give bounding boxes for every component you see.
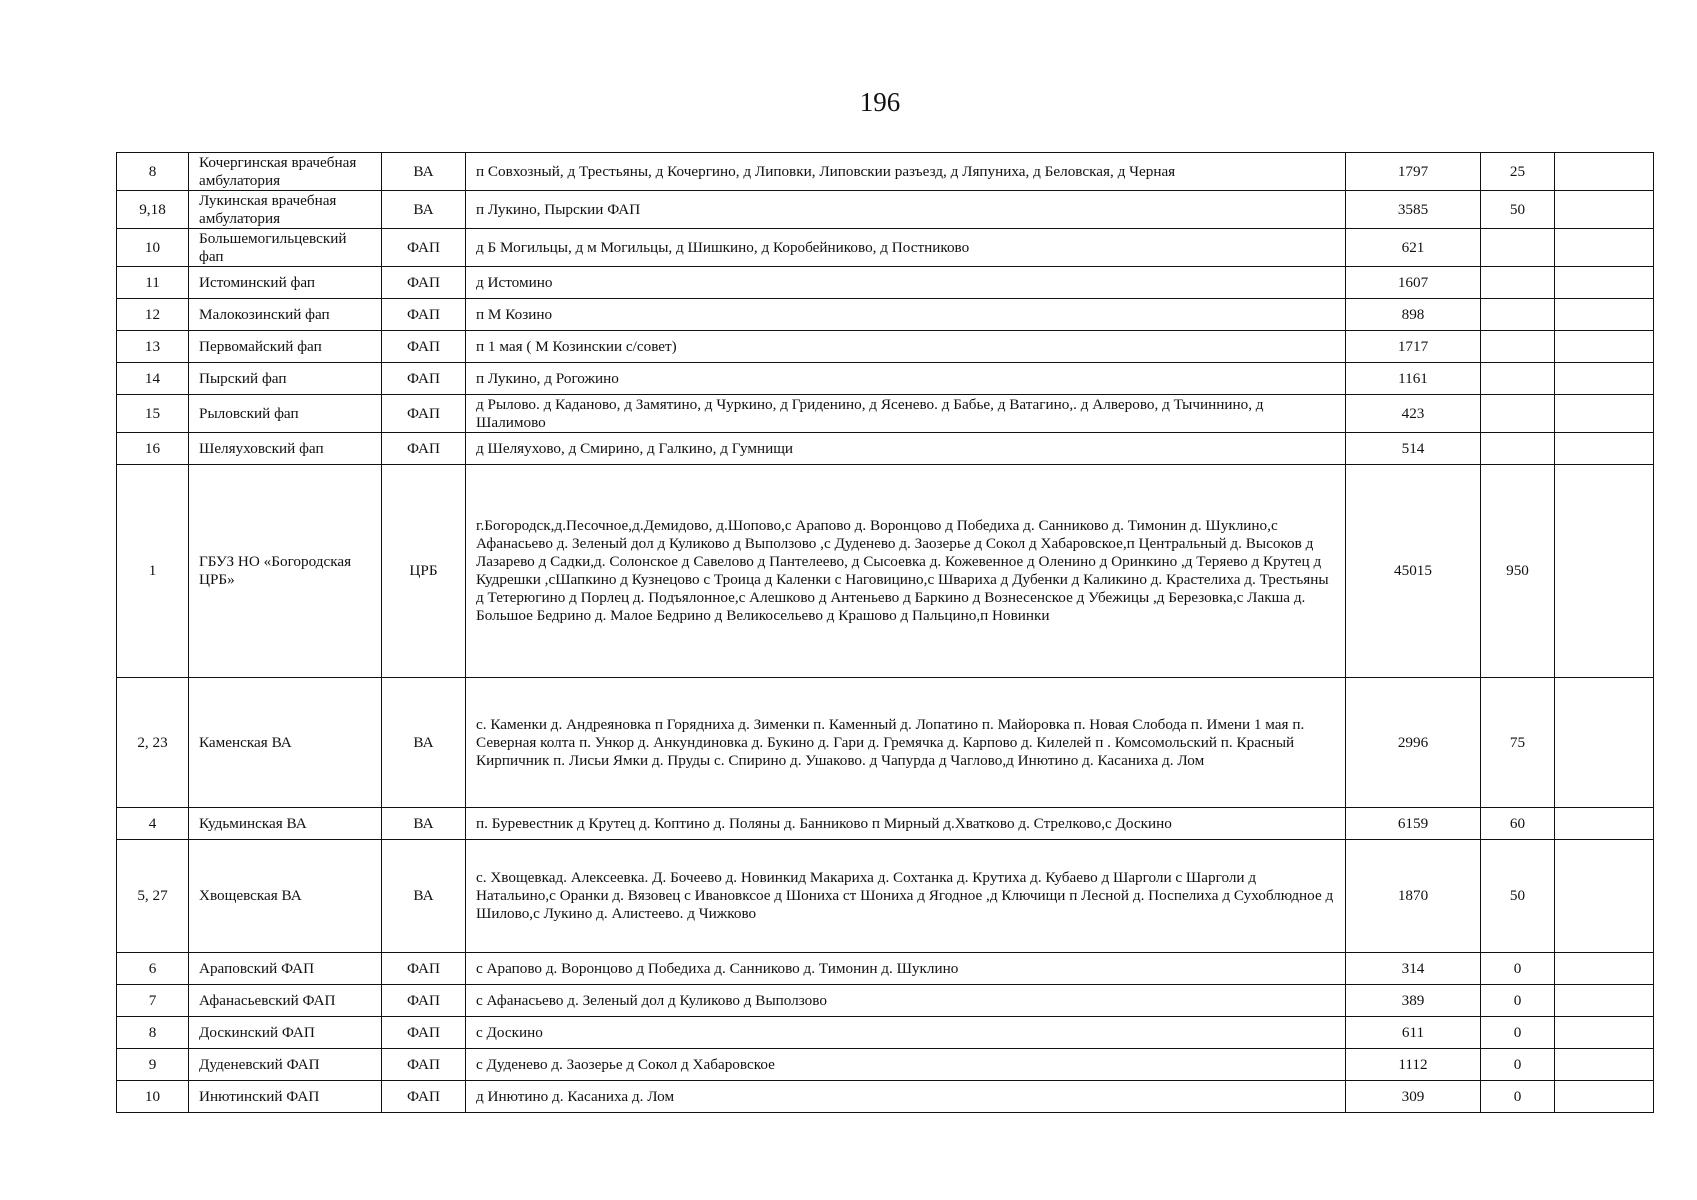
facility-type-cell: ЦРБ	[382, 465, 466, 678]
table-row	[117, 1081, 1654, 1113]
empty-cell	[1555, 191, 1654, 229]
population-cell: 389	[1346, 985, 1481, 1017]
table-row	[117, 299, 1654, 331]
service-area-cell: с Арапово д. Воронцово д Победиха д. Санниково д. Тимонин д. Шуклино	[466, 953, 1346, 985]
empty-cell	[1555, 678, 1654, 808]
beds-cell: 75	[1481, 678, 1555, 808]
beds-cell	[1481, 267, 1555, 299]
service-area-cell: с Доскино	[466, 1017, 1346, 1049]
row-number-cell: 1	[117, 465, 189, 678]
facility-type-cell: ФАП	[382, 229, 466, 267]
beds-cell: 0	[1481, 1049, 1555, 1081]
facility-name-cell: Шеляуховский фап	[189, 433, 382, 465]
facility-name-cell: Дуденевский ФАП	[189, 1049, 382, 1081]
facility-type-cell: ФАП	[382, 267, 466, 299]
facility-name-cell: Араповский ФАП	[189, 953, 382, 985]
facility-type-cell: ФАП	[382, 363, 466, 395]
service-area-cell: г.Богородск,д.Песочное,д.Демидово, д.Шопово,с Арапово д. Воронцово д Победиха д. Санниково д. Тимонин д. Шуклино,с Афанасьево д. Зеленый дол д Куликово д Выползово ,с Дуденево д. Заозерье д Сокол д Хабаровское,п Центральный д. Высоков д Лазарево д Садки,д. Солонское д Савелово д Пантелеево, д Сысоевка д. Кожевенное д Оленино д Оринкино ,д Теряево д Крутец д Кудрешки ,сШапкино д Кузнецово с Троица д Каленки с Наговицино,с Швариха д Дубенки д Каликино д. Крастелиха д. Трестьяны д Тетерюгино д Порлец д. Подъялонное,с Алешково д Антеньево д Баркино д Вознесенское д Убежицы ,д Березовка,с Лакша д. Большое Бедрино д. Малое Бедрино д Великосельево д Крашово д Пальцино,п Новинки	[466, 465, 1346, 678]
empty-cell	[1555, 465, 1654, 678]
table-body	[117, 153, 1654, 1113]
service-area-cell: д Инютино д. Касаниха д. Лом	[466, 1081, 1346, 1113]
facility-type-cell: ФАП	[382, 1017, 466, 1049]
row-number-cell: 4	[117, 808, 189, 840]
facilities-table	[116, 152, 1654, 1113]
population-cell: 1112	[1346, 1049, 1481, 1081]
row-number-cell: 12	[117, 299, 189, 331]
facility-type-cell: ФАП	[382, 299, 466, 331]
facility-type-cell: ВА	[382, 678, 466, 808]
table-row	[117, 433, 1654, 465]
population-cell: 621	[1346, 229, 1481, 267]
facility-name-cell: Малокозинский фап	[189, 299, 382, 331]
row-number-cell: 9	[117, 1049, 189, 1081]
table-row	[117, 267, 1654, 299]
empty-cell	[1555, 840, 1654, 953]
table-row	[117, 1017, 1654, 1049]
row-number-cell: 8	[117, 153, 189, 191]
row-number-cell: 6	[117, 953, 189, 985]
table-row	[117, 808, 1654, 840]
empty-cell	[1555, 267, 1654, 299]
population-cell: 1797	[1346, 153, 1481, 191]
service-area-cell: д Шеляухово, д Смирино, д Галкино, д Гумнищи	[466, 433, 1346, 465]
service-area-cell: п 1 мая ( М Козинскии с/совет)	[466, 331, 1346, 363]
service-area-cell: д Б Могильцы, д м Могильцы, д Шишкино, д Коробейниково, д Постниково	[466, 229, 1346, 267]
facility-name-cell: Рыловский фап	[189, 395, 382, 433]
facility-type-cell: ВА	[382, 840, 466, 953]
row-number-cell: 13	[117, 331, 189, 363]
population-cell: 45015	[1346, 465, 1481, 678]
beds-cell: 60	[1481, 808, 1555, 840]
facility-type-cell: ФАП	[382, 985, 466, 1017]
table-row	[117, 395, 1654, 433]
empty-cell	[1555, 363, 1654, 395]
beds-cell: 0	[1481, 985, 1555, 1017]
beds-cell: 50	[1481, 840, 1555, 953]
population-cell: 423	[1346, 395, 1481, 433]
beds-cell: 950	[1481, 465, 1555, 678]
service-area-cell: с. Каменки д. Андреяновка п Горядниха д. Зименки п. Каменный д. Лопатино п. Майоровка п. Новая Слобода п. Имени 1 мая п. Северная колта п. Ункор д. Анкундиновка д. Букино д. Гари д. Гремячка д. Карпово д. Килелей п . Комсомольский п. Красный Кирпичник п. Лисьи Ямки д. Пруды с. Спирино д. Ушаково. д Чапурда д Чаглово,д Инютино д. Касаниха д. Лом	[466, 678, 1346, 808]
empty-cell	[1555, 331, 1654, 363]
row-number-cell: 9,18	[117, 191, 189, 229]
empty-cell	[1555, 395, 1654, 433]
row-number-cell: 7	[117, 985, 189, 1017]
population-cell: 611	[1346, 1017, 1481, 1049]
facility-name-cell: Большемогильцевский фап	[189, 229, 382, 267]
row-number-cell: 5, 27	[117, 840, 189, 953]
beds-cell	[1481, 363, 1555, 395]
facility-name-cell: ГБУЗ НО «Богородская ЦРБ»	[189, 465, 382, 678]
service-area-cell: п Совхозный, д Трестьяны, д Кочергино, д Липовки, Липовскии разъезд, д Ляпуниха, д Беловская, д Черная	[466, 153, 1346, 191]
empty-cell	[1555, 1081, 1654, 1113]
population-cell: 309	[1346, 1081, 1481, 1113]
table-row	[117, 840, 1654, 953]
service-area-cell: п Лукино, д Рогожино	[466, 363, 1346, 395]
table-row	[117, 229, 1654, 267]
facility-type-cell: ФАП	[382, 331, 466, 363]
service-area-cell: п Лукино, Пырскии ФАП	[466, 191, 1346, 229]
facility-name-cell: Истоминский фап	[189, 267, 382, 299]
beds-cell: 25	[1481, 153, 1555, 191]
service-area-cell: п М Козино	[466, 299, 1346, 331]
empty-cell	[1555, 808, 1654, 840]
beds-cell	[1481, 229, 1555, 267]
facility-name-cell: Пырский фап	[189, 363, 382, 395]
service-area-cell: п. Буревестник д Крутец д. Коптино д. Поляны д. Банниково п Мирный д.Хватково д. Стрелково,с Доскино	[466, 808, 1346, 840]
facility-type-cell: ВА	[382, 191, 466, 229]
table-row	[117, 1049, 1654, 1081]
table-row	[117, 985, 1654, 1017]
population-cell: 1870	[1346, 840, 1481, 953]
beds-cell	[1481, 299, 1555, 331]
beds-cell	[1481, 433, 1555, 465]
population-cell: 1717	[1346, 331, 1481, 363]
facility-name-cell: Первомайский фап	[189, 331, 382, 363]
facility-name-cell: Каменская ВА	[189, 678, 382, 808]
service-area-cell: д Рылово. д Каданово, д Замятино, д Чуркино, д Гриденино, д Ясенево. д Бабье, д Ватагино,. д Алверово, д Тычиннино, д Шалимово	[466, 395, 1346, 433]
beds-cell: 0	[1481, 953, 1555, 985]
row-number-cell: 15	[117, 395, 189, 433]
table-row	[117, 678, 1654, 808]
service-area-cell: с Дуденево д. Заозерье д Сокол д Хабаровское	[466, 1049, 1346, 1081]
population-cell: 1607	[1346, 267, 1481, 299]
empty-cell	[1555, 299, 1654, 331]
population-cell: 2996	[1346, 678, 1481, 808]
empty-cell	[1555, 985, 1654, 1017]
facility-name-cell: Инютинский ФАП	[189, 1081, 382, 1113]
row-number-cell: 14	[117, 363, 189, 395]
population-cell: 3585	[1346, 191, 1481, 229]
facility-type-cell: ФАП	[382, 953, 466, 985]
table-row	[117, 331, 1654, 363]
beds-cell	[1481, 395, 1555, 433]
facility-name-cell: Хвощевская ВА	[189, 840, 382, 953]
empty-cell	[1555, 433, 1654, 465]
facility-name-cell: Кудьминская ВА	[189, 808, 382, 840]
beds-cell: 0	[1481, 1017, 1555, 1049]
facility-type-cell: ФАП	[382, 395, 466, 433]
population-cell: 1161	[1346, 363, 1481, 395]
empty-cell	[1555, 153, 1654, 191]
facility-name-cell: Афанасьевский ФАП	[189, 985, 382, 1017]
row-number-cell: 16	[117, 433, 189, 465]
facility-name-cell: Доскинский ФАП	[189, 1017, 382, 1049]
row-number-cell: 11	[117, 267, 189, 299]
row-number-cell: 10	[117, 229, 189, 267]
service-area-cell: с Афанасьево д. Зеленый дол д Куликово д Выползово	[466, 985, 1346, 1017]
service-area-cell: с. Хвощевкад. Алексеевка. Д. Бочеево д. Новинкид Макариха д. Сохтанка д. Крутиха д. Кубаево д Шарголи с Шарголи д Натальино,с Оранки д. Вязовец с Ивановксое д Шониха ст Шониха д Ягодное ,д Ключищи п Лесной д. Поспелиха д Сухоблюдное д Шилово,с Лукино д. Алистеево. д Чижково	[466, 840, 1346, 953]
empty-cell	[1555, 1049, 1654, 1081]
service-area-cell: д Истомино	[466, 267, 1346, 299]
page-number: 196	[859, 87, 901, 117]
table-row	[117, 191, 1654, 229]
row-number-cell: 2, 23	[117, 678, 189, 808]
table-row	[117, 363, 1654, 395]
facility-type-cell: ВА	[382, 153, 466, 191]
population-cell: 514	[1346, 433, 1481, 465]
facility-type-cell: ФАП	[382, 433, 466, 465]
row-number-cell: 10	[117, 1081, 189, 1113]
population-cell: 898	[1346, 299, 1481, 331]
population-cell: 314	[1346, 953, 1481, 985]
facility-type-cell: ВА	[382, 808, 466, 840]
empty-cell	[1555, 953, 1654, 985]
beds-cell: 0	[1481, 1081, 1555, 1113]
facility-type-cell: ФАП	[382, 1081, 466, 1113]
beds-cell	[1481, 331, 1555, 363]
population-cell: 6159	[1346, 808, 1481, 840]
facility-name-cell: Кочергинская врачебная амбулатория	[189, 153, 382, 191]
beds-cell: 50	[1481, 191, 1555, 229]
row-number-cell: 8	[117, 1017, 189, 1049]
table-row	[117, 953, 1654, 985]
empty-cell	[1555, 229, 1654, 267]
facility-name-cell: Лукинская врачебная амбулатория	[189, 191, 382, 229]
empty-cell	[1555, 1017, 1654, 1049]
table-row	[117, 465, 1654, 678]
table-row	[117, 153, 1654, 191]
facility-type-cell: ФАП	[382, 1049, 466, 1081]
